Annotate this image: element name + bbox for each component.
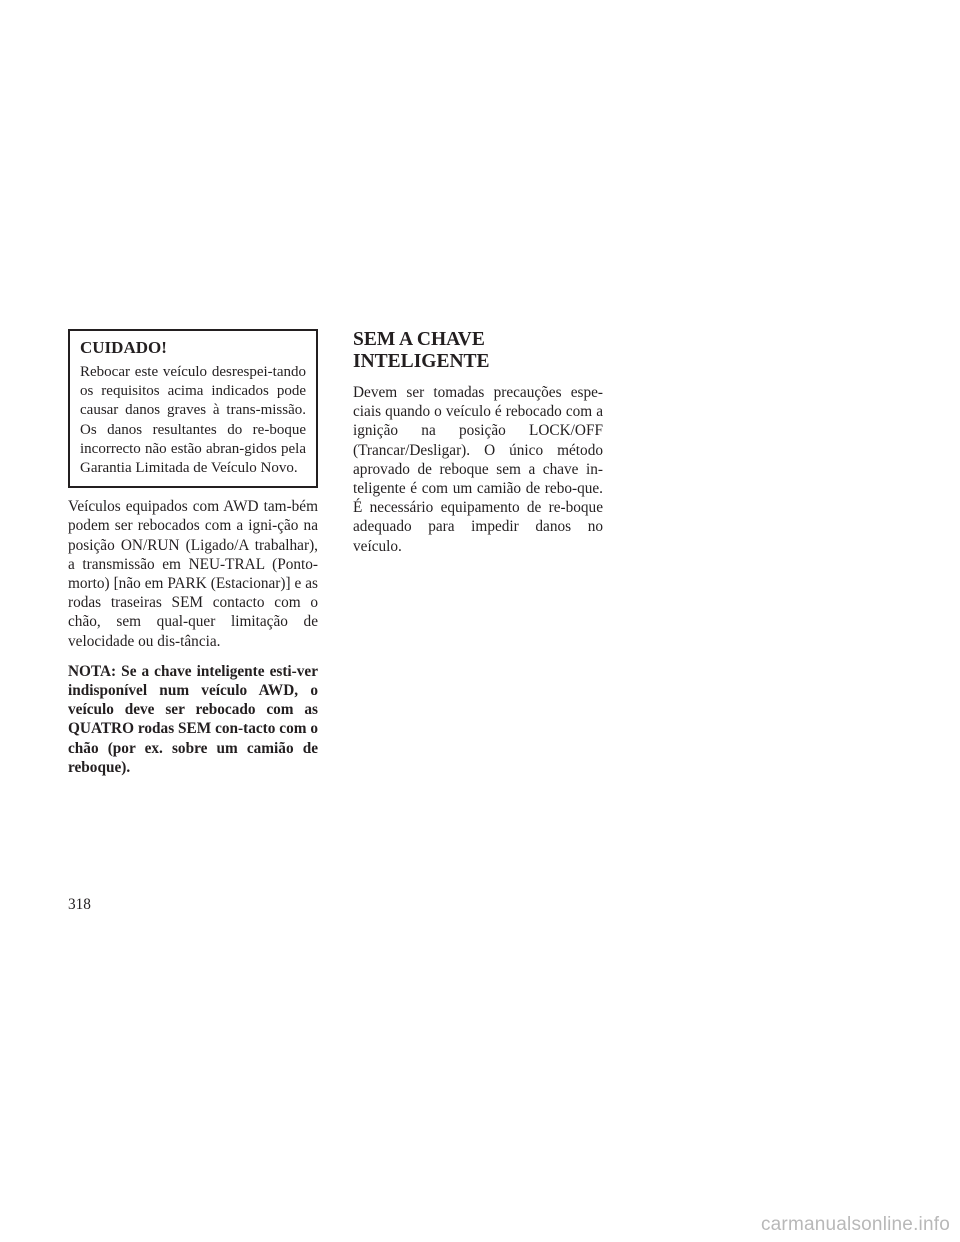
watermark: carmanualsonline.info bbox=[760, 1214, 950, 1235]
left-column bbox=[68, 329, 318, 777]
caution-box bbox=[68, 329, 318, 488]
note-paragraph: NOTA: Se a chave inteligente esti-ver indisponível num veículo AWD, o veículo deve ser rebocado com as QUATRO rodas SEM con-tacto com o chão (por ex. sobre um camião de reboque). bbox=[68, 662, 318, 776]
right-column bbox=[353, 329, 603, 556]
caution-title: CUIDADO! bbox=[80, 338, 167, 357]
section-heading: SEM A CHAVE INTELIGENTE bbox=[353, 329, 490, 372]
no-smart-key-paragraph: Devem ser tomadas precauções espe-ciais quando o veículo é rebocado com a ignição na posição LOCK/OFF (Trancar/Desligar). O único método aprovado de reboque sem a chave in-teligente é com um camião de rebo-que. É necessário equipamento de re-boque adequado para impedir danos no veículo. bbox=[353, 384, 603, 555]
awd-towing-paragraph: Veículos equipados com AWD tam-bém podem ser rebocados com a igni-ção na posição ON/RUN (Ligado/A trabalhar), a transmissão em NEU-TRAL (Ponto-morto) [não em PARK (Estacionar)] e as rodas traseiras SEM contacto com o chão, sem qual-quer limitação de velocidade ou dis-tância. bbox=[68, 498, 318, 650]
caution-text: Rebocar este veículo desrespei-tando os requisitos acima indicados pode causar danos graves à trans-missão. Os danos resultantes do re-boque incorrecto não estão abran-gidos pela Garantia Limitada de Veículo Novo. bbox=[80, 364, 306, 477]
page-number: 318 bbox=[68, 896, 91, 913]
